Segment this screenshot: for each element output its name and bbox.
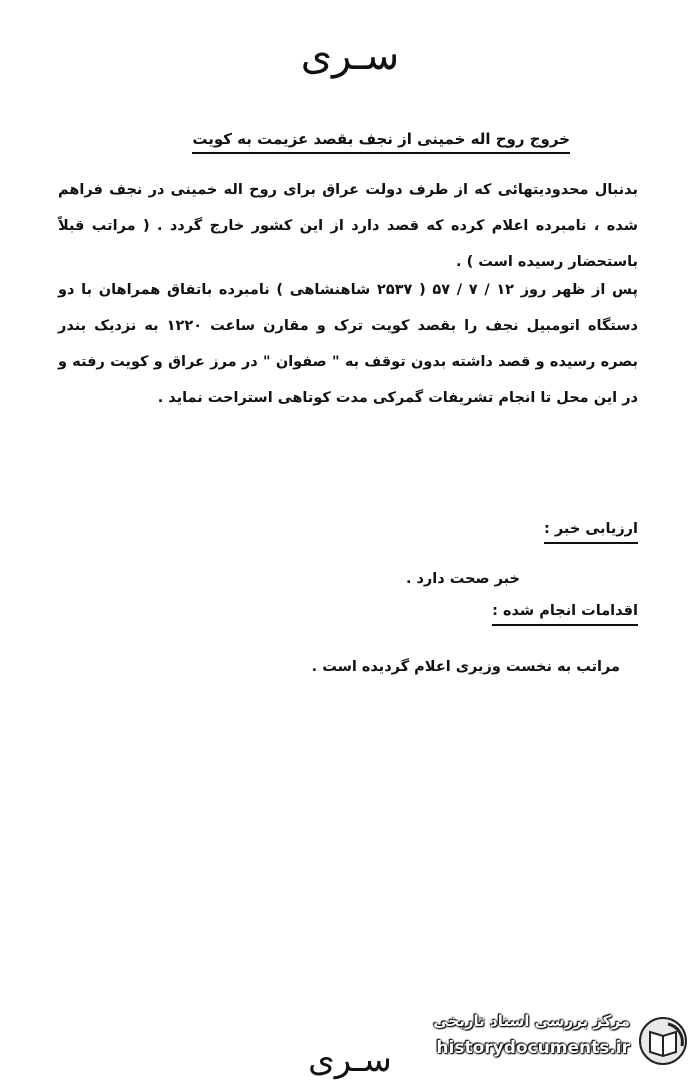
- actions-heading: اقدامات انجام شده :: [492, 600, 638, 626]
- watermark: [398, 1008, 688, 1070]
- watermark-url: historydocuments.ir: [436, 1038, 630, 1058]
- document-subject: خروج روح اله خمینی از نجف بقصد عزیمت به کویت: [192, 128, 570, 154]
- paragraph-2: پس از ظهر روز ۱۲ / ۷ / ۵۷ ( ۲۵۳۷ شاهنشاهی ) نامبرده باتفاق همراهان با دو دستگاه اتومبیل نجف را بقصد کویت ترک و مقارن ساعت ۱۲۲۰ به نزدیک بندر بصره رسیده و قصد داشته بدون توقف به " صفوان " در مرز عراق و کویت رفته و در این محل تا انجام تشریفات گمرکی مدت کوتاهی استراحت نماید .: [58, 282, 638, 406]
- classification-top: سـری: [300, 33, 400, 79]
- book-logo-icon: [638, 1016, 688, 1066]
- evaluation-text: خبر صحت دارد .: [405, 571, 520, 587]
- actions-text: مراتب به نخست وزیری اعلام گردیده است .: [311, 659, 620, 675]
- classification-bottom: سـری: [308, 1040, 392, 1080]
- paragraph-1: بدنبال محدودیتهائی که از طرف دولت عراق برای روح اله خمینی در نجف فراهم شده ، نامبرده اعلام کرده که قصد دارد از این کشور خارج گردد . ( مراتب قبلاً باستحضار رسیده است ) .: [58, 182, 638, 270]
- watermark-title: مرکز بررسی اسناد تاریخی: [433, 1012, 630, 1030]
- evaluation-heading: ارزیابی خبر :: [544, 518, 638, 544]
